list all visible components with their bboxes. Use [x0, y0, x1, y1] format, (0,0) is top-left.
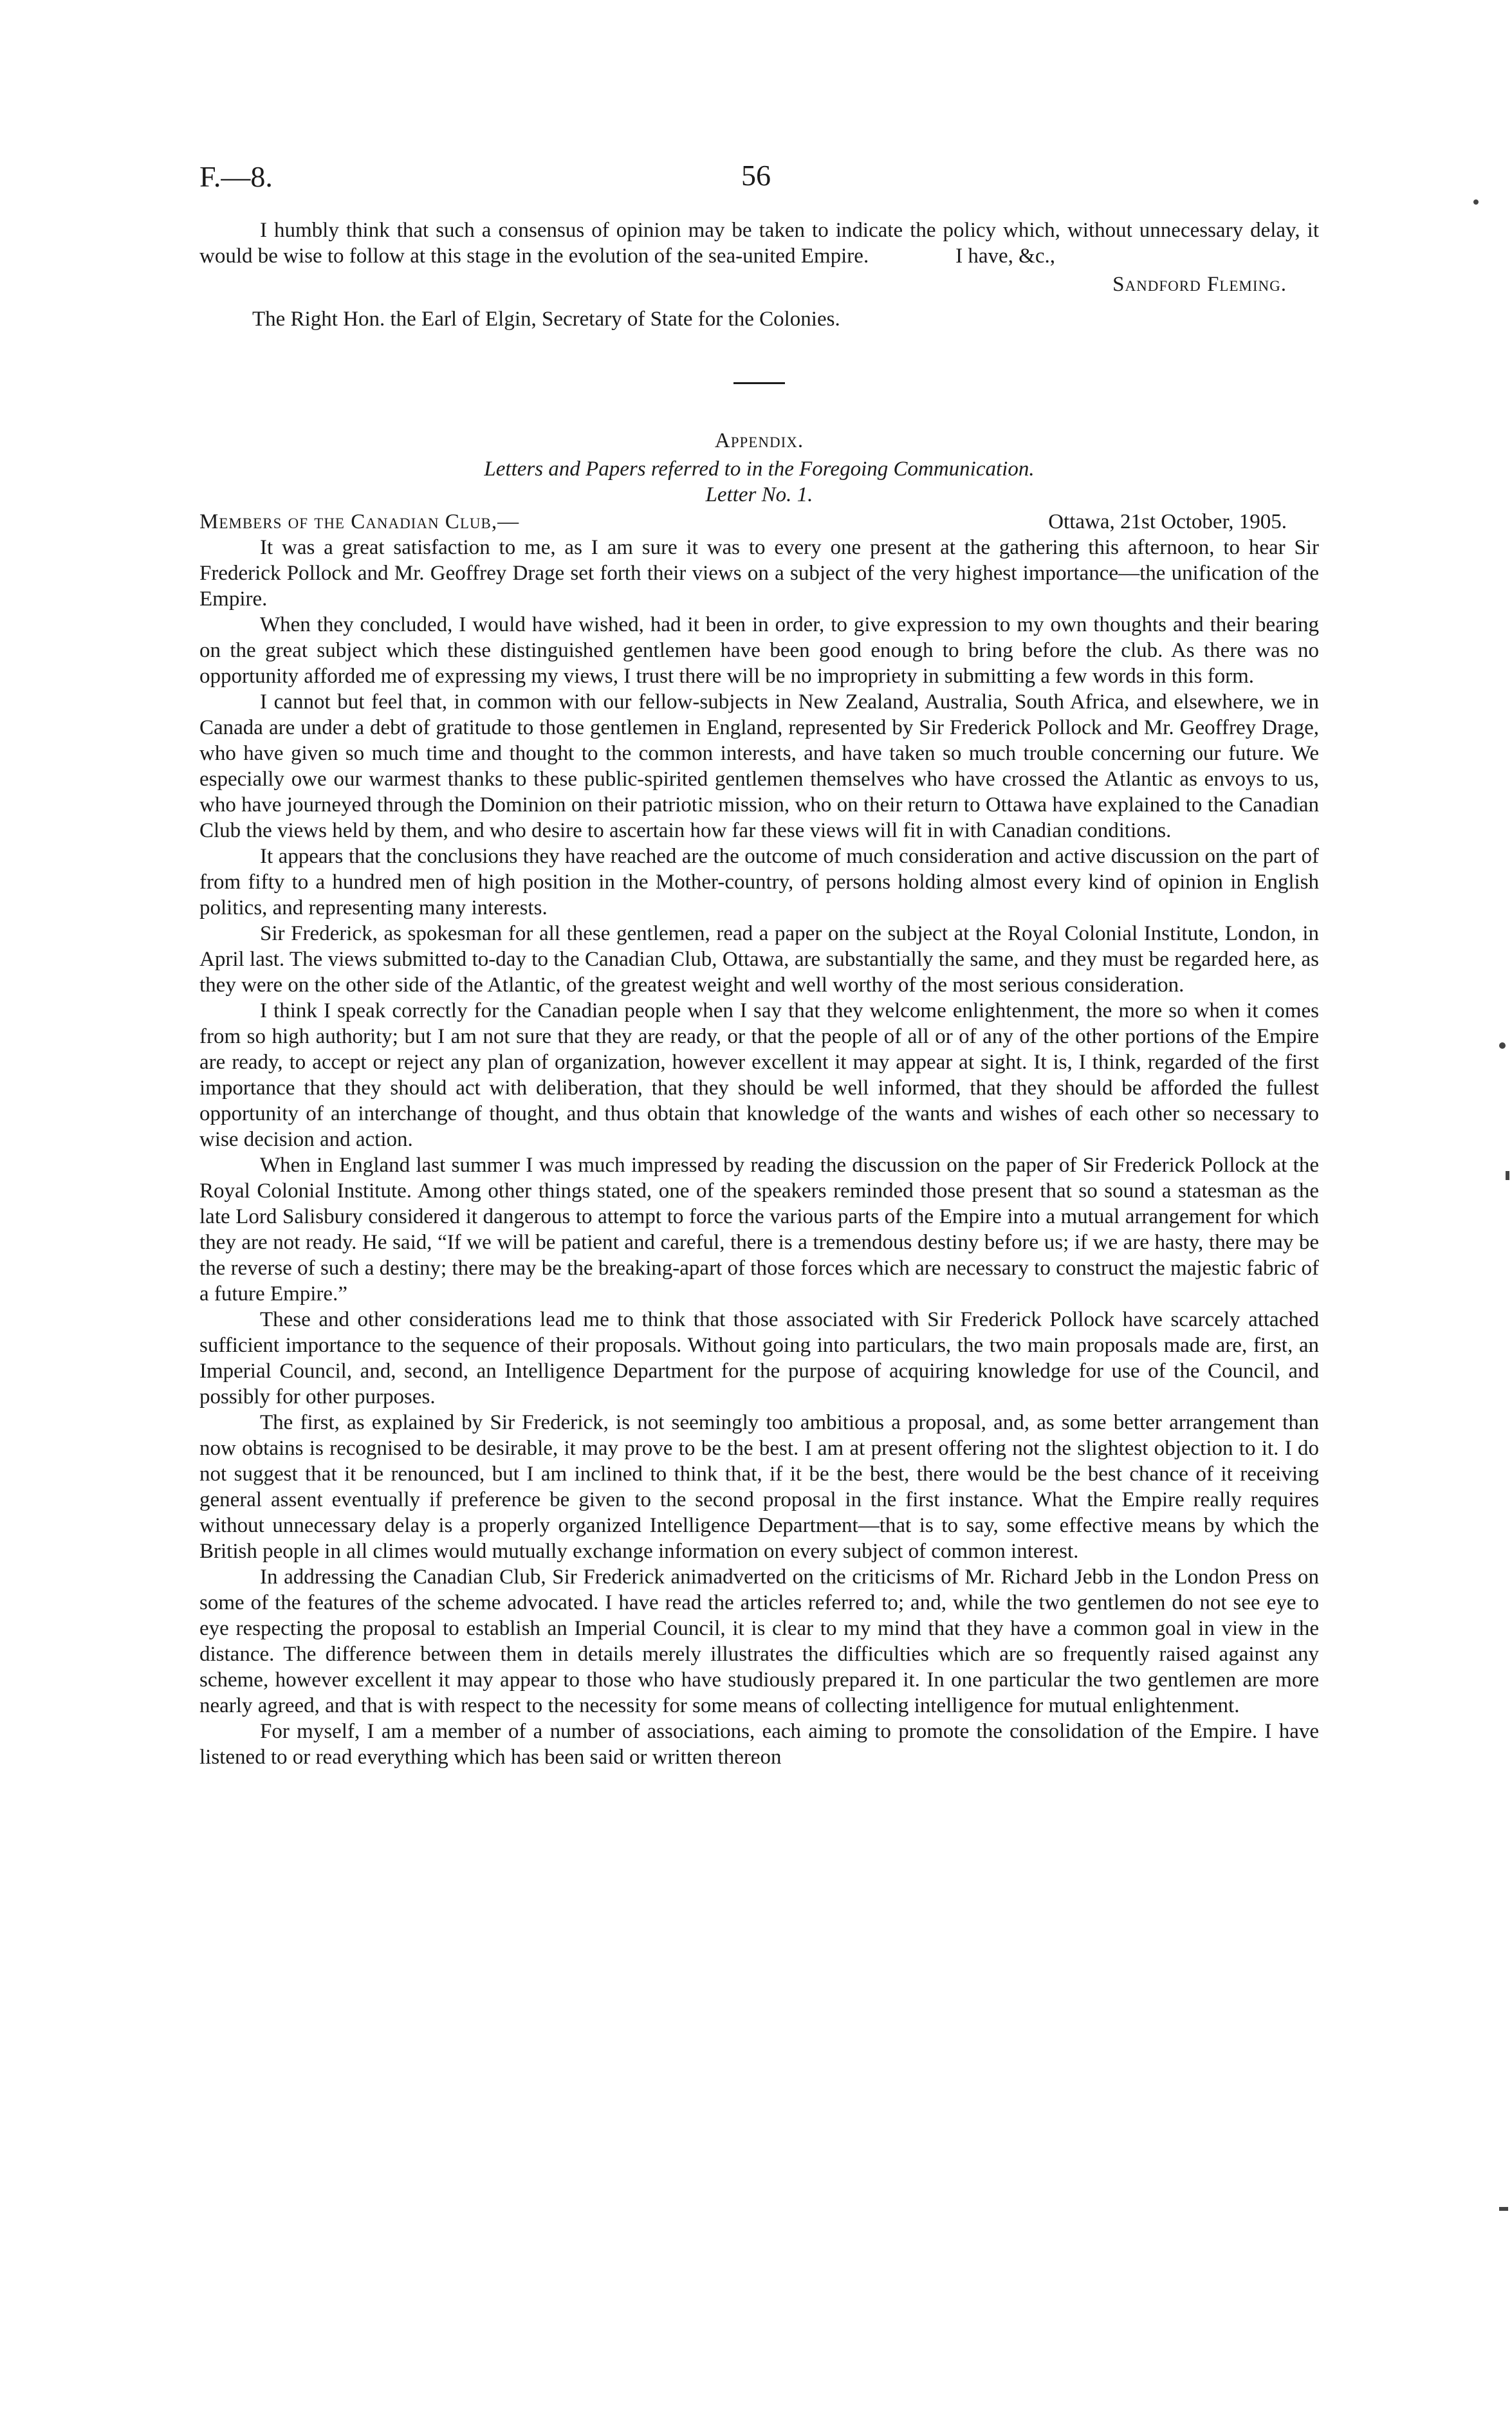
date-line: Ottawa, 21st October, 1905. — [1048, 510, 1287, 533]
paragraph: I cannot but feel that, in common with our fellow-subjects in New Zealand, Australia, South Africa, and elsewhere, we in Canada are under a debt of gratitude to those gentlemen in England, represented by Sir Frederick Pollock and Mr. Geoffrey Drage, who have given so much time and thought to the common interests, and have taken so much trouble concerning our future. We especially owe our warmest thanks to these public-spirited gentlemen themselves who have crossed the Atlantic as envoys to us, who have journeyed through the Dominion on their patriotic mission, who on their return to Ottawa have explained to the Canadian Club the views held by them, and who desire to ascertain how far these views will fit in with Canadian conditions. — [199, 690, 1319, 842]
paragraph: I think I speak correctly for the Canadian people when I say that they welcome enlightenment, the more so when it comes from so high authority; but I am not sure that they are ready, or that the people of all or of any of the other portions of the Empire are ready, to accept or reject any plan of organization, however excellent it may appear at sight. It is, I think, regarded of the first importance that they should act with deliberation, that they should be well informed, that they should be afforded the fullest opportunity of an interchange of thought, and thus obtain that knowledge of the wants and wishes of each other so necessary to wise decision and action. — [199, 999, 1319, 1151]
page-header — [199, 160, 1313, 198]
paragraph: Sir Frederick, as spokesman for all these gentlemen, read a paper on the subject at the Royal Colonial Institute, London, in April last. The views submitted to-day to the Canadian Club, Ottawa, are substantially the same, and they must be regarded here, as they were on the other side of the Atlantic, of the greatest weight and well worthy of the most serious consideration. — [199, 922, 1319, 997]
paragraph: The first, as explained by Sir Frederick, is not seemingly too ambitious a proposal, and, as some better arrangement than now obtains is recognised to be desirable, it may prove to be the best. I am at present offering not the slightest objection to it. I do not suggest that it be renounced, but I am inclined to think that, if it be the best, there would be the best chance of it receiving general assent eventually if preference be given to the second proposal in the first instance. What the Empire really requires without unnecessary delay is a properly organized Intelligence Department—that is to say, some effective means by which the British people in all climes would mutually exchange information on every subject of common interest. — [199, 1411, 1319, 1563]
letter-body — [199, 535, 1319, 1770]
paragraph: These and other considerations lead me to think that those associated with Sir Frederick Pollock have scarcely attached sufficient importance to the sequence of their proposals. Without going into particulars, the two main proposals made are, first, an Imperial Council, and, second, an Intelligence Department for the purpose of acquiring knowledge for use of the Council, and possibly for other purposes. — [199, 1308, 1319, 1408]
signature: Sandford Fleming. — [1112, 273, 1287, 296]
paragraph: For myself, I am a member of a number of associations, each aiming to promote the consolidation of the Empire. I have listened to or read everything which has been said or written thereon — [199, 1720, 1319, 1769]
paragraph: When in England last summer I was much impressed by reading the discussion on the paper of Sir Frederick Pollock at the Royal Colonial Institute. Among other things stated, one of the speakers reminded those present that so sound a statesman as the late Lord Salisbury considered it dangerous to attempt to force the various parts of the Empire into a mutual arrangement for which they are not ready. He said, “If we will be patient and careful, there is a tremendous destiny before us; if we are hasty, there may be the reverse of such a destiny; there may be the breaking-apart of those forces which are necessary to construct the majestic fabric of a future Empire.” — [199, 1154, 1319, 1306]
paragraph: In addressing the Canadian Club, Sir Frederick animadverted on the criticisms of Mr. Richard Jebb in the London Press on some of the features of the scheme advocated. I have read the articles referred to; and, while the two gentlemen do not see eye to eye respecting the proposal to establish an Imperial Council, it is clear to my mind that they have a common goal in view in the distance. The difference between them in details merely illustrates the difficulties which are so frequently raised against any scheme, however excellent it may appear to those who have studiously prepared it. In one particular the two gentlemen are more nearly agreed, and that is with respect to the necessity for some means of collecting intelligence for mutual enlightenment. — [199, 1565, 1319, 1717]
letter-heading — [199, 509, 1319, 535]
scan-mark — [1499, 1042, 1506, 1049]
appendix-subtitle: Letters and Papers referred to in the Foregoing Communication. — [484, 457, 1035, 481]
appendix-title: Appendix. — [714, 429, 804, 452]
scan-mark — [1499, 2207, 1508, 2211]
paragraph: When they concluded, I would have wished, had it been in order, to give expression to my own thoughts and their bearing on the great subject which these distinguished gentlemen have been good enough to bring before the club. As there was no opportunity afforded me of expressing my views, I trust there will be no impropriety in submitting a few words in this form. — [199, 613, 1319, 688]
paragraph: It was a great satisfaction to me, as I am sure it was to every one present at the gathering this afternoon, to hear Sir Frederick Pollock and Mr. Geoffrey Drage set forth their views on a subject of the very highest importance—the unification of the Empire. — [199, 536, 1319, 611]
addressee: The Right Hon. the Earl of Elgin, Secretary of State for the Colonies. — [252, 308, 840, 331]
document-reference: F.—8. — [199, 160, 273, 193]
closing-paragraph: I humbly think that such a consensus of opinion may be taken to indicate the policy which, without unnecessary delay, it would be wise to follow at this stage in the evolution of the sea-united Empire. — [199, 219, 1319, 268]
scan-mark — [1473, 199, 1479, 205]
salutation: Members of the Canadian Club,— — [199, 510, 520, 533]
section-divider — [733, 382, 785, 384]
sign-off: I have, &c., — [955, 245, 1055, 268]
letter-number: Letter No. 1. — [705, 483, 813, 506]
page-content — [199, 217, 1319, 1770]
scan-mark — [1506, 1171, 1509, 1180]
page-number: 56 — [741, 159, 771, 192]
paragraph: It appears that the conclusions they have reached are the outcome of much consideration and active discussion on the part of from fifty to a hundred men of high position in the Mother-country, of persons holding almost every kind of opinion in English politics, and representing many interests. — [199, 845, 1319, 919]
